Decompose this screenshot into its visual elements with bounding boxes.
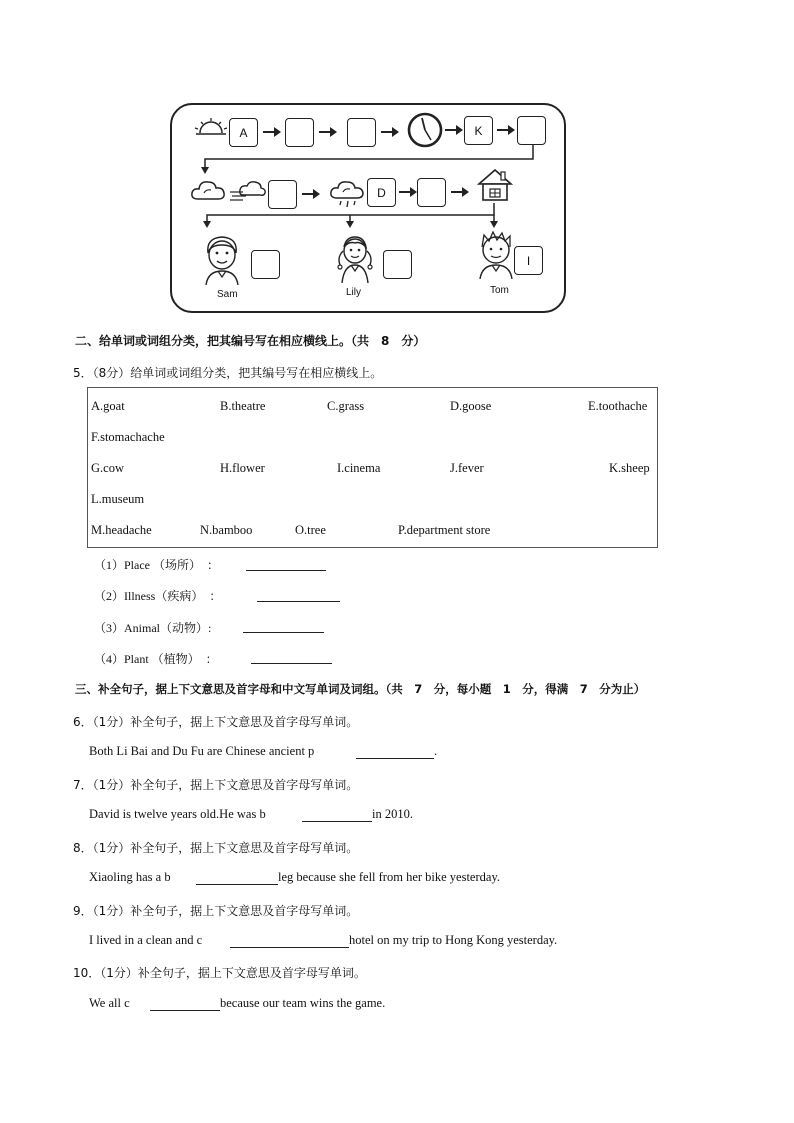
answer-line-animal[interactable] (243, 632, 324, 633)
tom-figure-icon (475, 229, 517, 279)
route-diagram (170, 103, 566, 313)
word-k: K.sheep (609, 461, 650, 475)
windy-icon (229, 179, 267, 205)
question-8-prompt: 8．（1分）补全句子，据上下文意思及首字母写单词。 (73, 841, 359, 855)
answer-line-place[interactable] (246, 570, 326, 571)
sam-figure-icon (200, 233, 244, 285)
category-place: （1）Place （场所） ： (94, 558, 219, 572)
word-l: L.museum (91, 492, 145, 506)
arrow-right-icon (445, 125, 463, 135)
word-b: B.theatre (220, 399, 266, 413)
house-icon (477, 167, 513, 203)
answer-line-plant[interactable] (251, 663, 332, 664)
arrow-right-icon (263, 127, 281, 137)
word-j: J.fever (450, 461, 484, 475)
question-10-sentence-start: We all c (89, 996, 130, 1010)
question-10-prompt: 10．（1分）补全句子，据上下文意思及首字母写单词。 (73, 966, 366, 980)
question-7-prompt: 7．（1分）补全句子，据上下文意思及首字母写单词。 (73, 778, 359, 792)
box-a: A (229, 118, 258, 147)
box-lily (383, 250, 412, 279)
category-plant: （4）Plant （植物） ： (94, 652, 218, 666)
word-h: H.flower (220, 461, 265, 475)
connector-line (202, 203, 502, 231)
word-o: O.tree (295, 523, 326, 537)
arrow-right-icon (319, 127, 337, 137)
arrow-right-icon (497, 125, 515, 135)
sunrise-icon (194, 117, 228, 137)
word-e: E.toothache (588, 399, 648, 413)
word-g: G.cow (91, 461, 124, 475)
question-6-prompt: 6．（1分）补全句子，据上下文意思及首字母写单词。 (73, 715, 359, 729)
person-label-sam: Sam (217, 289, 238, 300)
word-i: I.cinema (337, 461, 381, 475)
answer-line-7[interactable] (302, 821, 372, 822)
question-10-sentence-end: because our team wins the game. (220, 996, 386, 1010)
question-6-sentence-start: Both Li Bai and Du Fu are Chinese ancient p (89, 744, 315, 758)
question-5-prompt: 5．（8分）给单词或词组分类，把其编号写在相应横线上。 (73, 366, 383, 380)
box-k: K (464, 116, 493, 145)
cloudy-icon (190, 177, 228, 203)
person-label-lily: Lily (346, 287, 362, 298)
answer-line-8[interactable] (196, 884, 278, 885)
question-8-sentence-start: Xiaoling has a b (89, 870, 171, 884)
question-7-sentence-end: in 2010. (372, 807, 413, 821)
word-d: D.goose (450, 399, 492, 413)
question-9-sentence-start: I lived in a clean and c (89, 933, 203, 947)
person-label-tom: Tom (490, 285, 509, 296)
answer-line-6[interactable] (356, 758, 434, 759)
question-9-prompt: 9．（1分）补全句子，据上下文意思及首字母写单词。 (73, 904, 359, 918)
word-n: N.bamboo (200, 523, 253, 537)
box-d: D (367, 178, 396, 207)
question-6-sentence-end: . (434, 744, 438, 758)
box-6 (517, 116, 546, 145)
word-c: C.grass (327, 399, 365, 413)
section-3-heading: 三、补全句子，据上下文意思及首字母和中文写单词及词组。（共 7 分，每小题 1 分，得满 7 分为止） (75, 682, 646, 696)
word-p: P.department store (398, 523, 491, 537)
word-a: A.goat (91, 399, 125, 413)
question-9-sentence-end: hotel on my trip to Hong Kong yesterday. (349, 933, 558, 947)
word-bank (87, 387, 658, 548)
answer-line-9[interactable] (230, 947, 349, 948)
arrow-right-icon (302, 189, 320, 199)
question-8-sentence-end: leg because she fell from her bike yesterday. (278, 870, 501, 884)
arrow-right-icon (399, 187, 417, 197)
answer-line-illness[interactable] (257, 601, 340, 602)
lily-figure-icon (332, 231, 378, 283)
arrow-right-icon (451, 187, 469, 197)
question-7-sentence-start: David is twelve years old.He was b (89, 807, 266, 821)
answer-line-10[interactable] (150, 1010, 220, 1011)
category-animal: （3）Animal（动物）: (94, 621, 212, 635)
box-sam (251, 250, 280, 279)
arrow-right-icon (381, 127, 399, 137)
category-illness: （2）Illness（疾病） ： (94, 589, 222, 603)
section-2-heading: 二、给单词或词组分类，把其编号写在相应横线上。（共 8 分） (75, 334, 426, 348)
word-f: F.stomachache (91, 430, 165, 444)
word-m: M.headache (91, 523, 152, 537)
box-i: I (514, 246, 543, 275)
